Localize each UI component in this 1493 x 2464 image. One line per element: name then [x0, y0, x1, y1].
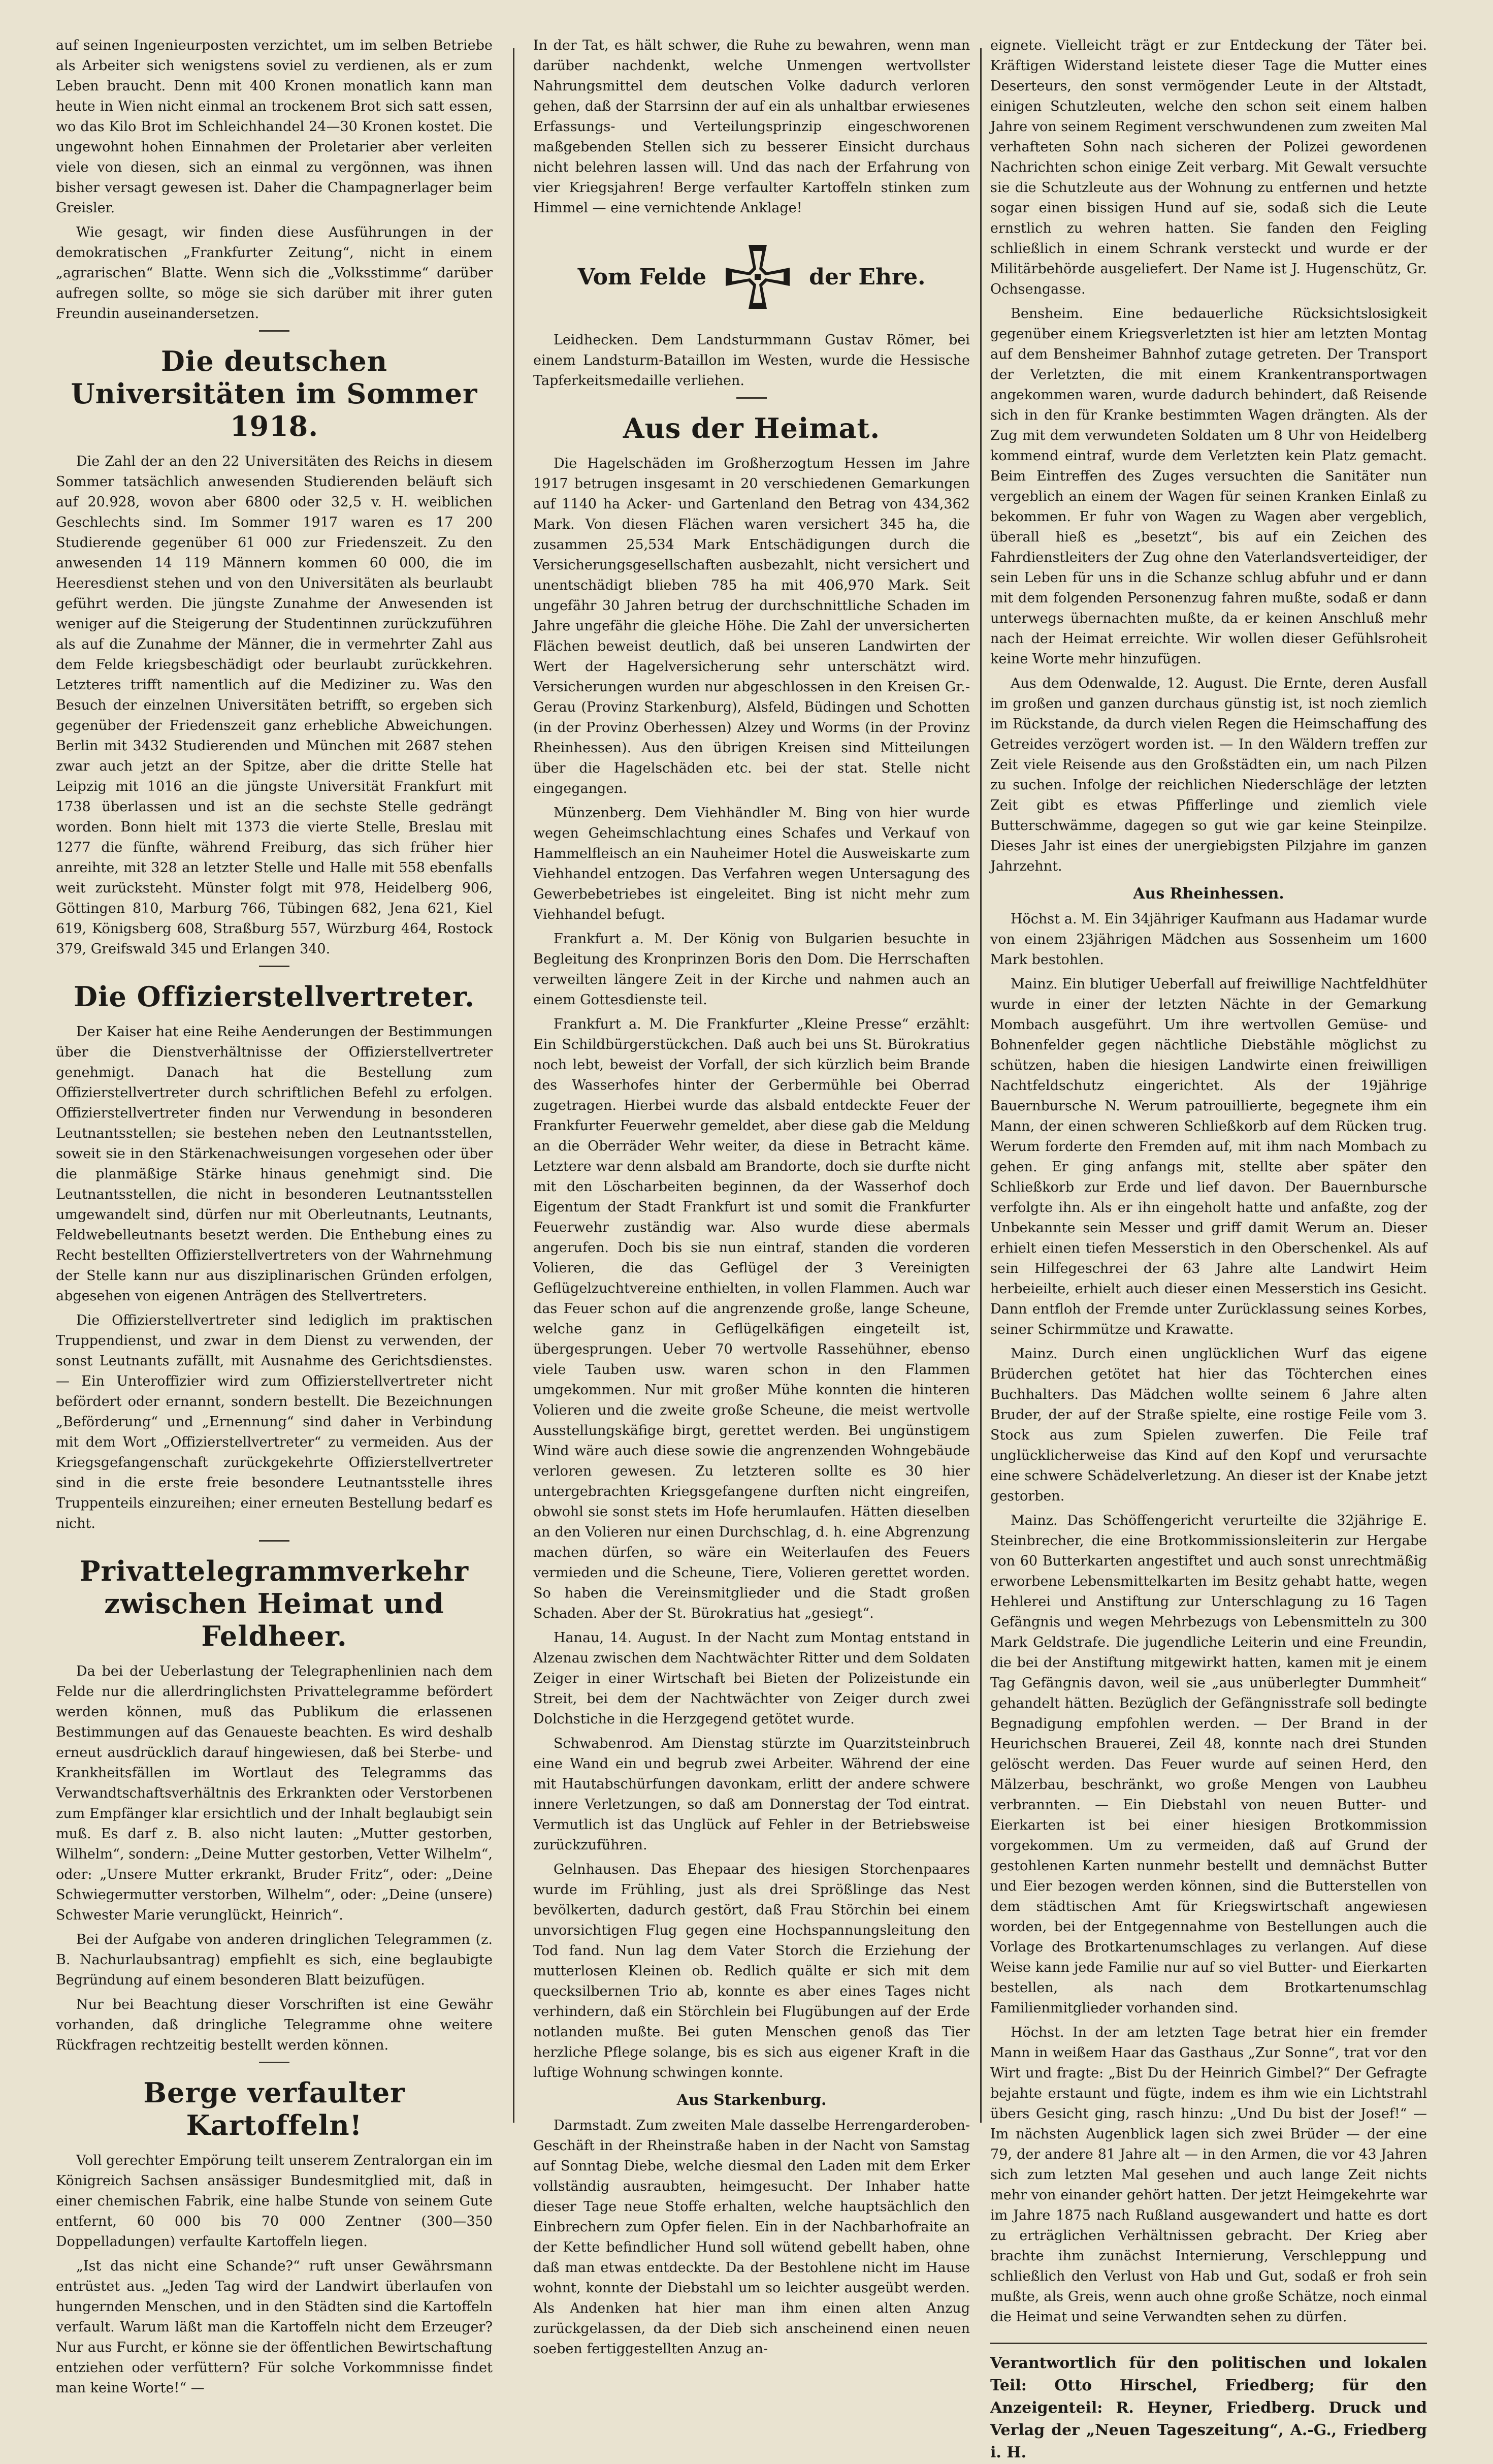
- imprint-text: Verantwortlich für den politischen und lokalen Teil: Otto Hirschel, Friedberg; für den Anzeigenteil: R. Heyner, Friedberg. Druck und Verlag der „Neuen Tageszeitung“, A.-G., Friedberg i. H.: [990, 2354, 1427, 2461]
- field-of-honor-heading: [533, 239, 970, 315]
- article-text: Nur bei Beachtung dieser Vorschriften ist eine Gewähr vorhanden, daß dringliche Telegramme ohne weitere Rückfragen rechtzeitig bestellt werden können.: [56, 1997, 493, 2053]
- article-text: Leidhecken. Dem Landsturmmann Gustav Römer, bei einem Landsturm-Bataillon im Westen, wurde die Hessische Tapferkeitsmedaille verliehen.: [533, 332, 970, 389]
- column-left: [56, 36, 493, 2396]
- article-text: Hanau, 14. August. In der Nacht zum Montag entstand in Alzenau zwischen dem Nachtwächter Ritter und dem Soldaten Zeiger in einer Wirtschaft bei Bieten der Polizeistunde ein Streit, bei dem der Nachtwächter von Zeiger durch zwei Dolchstiche in die Herzgegend getötet wurde.: [533, 1630, 970, 1727]
- column-right: [990, 36, 1427, 2461]
- article-text: eignete. Vielleicht trägt er zur Entdeckung der Täter bei. Kräftigen Widerstand leistete dieser Tage die Mutter eines Deserteurs, den sonst vermögender Leute in der Altstadt, einigen Schutzleuten, welche den schon seit einem halben Jahre von seinem Regiment verschwundenen zum zweiten Mal verhafteten Sohn nach sicheren der Polizei gewordenen Nachrichten schon einige Zeit verbarg. Mit Gewalt versuchte sie die Schutzleute aus der Wohnung zu entfernen und hetzte sogar einen bissigen Hund auf sie, sodaß sich die Leute ernstlich zu wehren hatten. Sie fanden den Feigling schließlich in einem Schrank versteckt und wurde er der Militärbehörde ausgeliefert. Der Name ist J. Hugenschütz, Gr. Ochsengasse.: [990, 38, 1427, 297]
- article-text: Aus dem Odenwalde, 12. August. Die Ernte, deren Ausfall im großen und ganzen durchaus günstig ist, ist noch ziemlich im Rückstande, da durch vielen Regen die Heimschaffung des Getreides verzögert worden ist. — In den Wäldern treffen zur Zeit viele Reisende aus den Großstädten ein, um nach Pilzen zu suchen. Infolge der reichlichen Niederschläge der letzten Zeit gibt es etwas Pfifferlinge und ziemlich viele Butterschwämme, dagegen so gut wie gar keine Steinpilze. Dieses Jahr ist eines der unergiebigsten Pilzjahre im ganzen Jahrzehnt.: [990, 676, 1427, 874]
- article-text: Bei der Aufgabe von anderen dringlichen Telegrammen (z. B. Nachurlaubsantrag) empfiehlt es sich, eine beglaubigte Begründung auf einem besonderen Blatt beizufügen.: [56, 1932, 493, 1988]
- article-text: Höchst a. M. Ein 34jähriger Kaufmann aus Hadamar wurde von einem 23jährigen Mädchen aus Sossenheim um 1600 Mark bestohlen.: [990, 911, 1427, 968]
- article-text: „Ist das nicht eine Schande?“ ruft unser Gewährsmann entrüstet aus. „Jeden Tag wird der Landwirt überlaufen von hungernden Menschen, und in den Städten sind die Kartoffeln verfault. Warum läßt man die Kartoffeln nicht dem Erzeuger? Nur aus Furcht, er könne sie der öffentlichen Bewirtschaftung entziehen oder verfüttern? Für solche Vorkommnisse findet man keine Worte!“ —: [56, 2258, 493, 2396]
- article-text: Höchst. In der am letzten Tage betrat hier ein fremder Mann in weißem Haar das Gasthaus „Zur Sonne“, trat vor den Wirt und fragte: „Bist Du der Heinrich Gimbel?“ Der Gefragte bejahte erstaunt und fügte, indem es ihm wie ein Lichtstrahl übers Gesicht ging, rasch hinzu: „Und Du bist der Josef!“ — Im nächsten Augenblick lagen sich zwei Brüder — der eine 79, der andere 81 Jahre alt — in den Armen, die vor 43 Jahren sich zum letzten Mal gesehen und auch lange Zeit nichts mehr von einander gehört hatten. Der jetzt Heimgekehrte war im Jahre 1875 nach Rußland ausgewandert und hatte es dort zu erträglichen Verhältnissen gebracht. Der Krieg aber brachte ihm zunächst Internierung, Verschleppung und schließlich den Verlust von Hab und Gut, sodaß er froh sein mußte, als Greis, wenn auch ohne große Schätze, noch einmal die Heimat und seine Verwandten sehen zu dürfen.: [990, 2025, 1427, 2325]
- article-text: Die Offizierstellvertreter sind lediglich im praktischen Truppendienst, und zwar in dem Dienst zu verwenden, der sonst Leutnants zufällt, mit Ausnahme des Gerichtsdienstes. — Ein Unteroffizier wird zum Offizierstellvertreter nicht befördert oder ernannt, sondern bestellt. Die Bezeichnungen „Beförderung“ und „Ernennung“ sind daher in Verbindung mit dem Wort „Offizierstellvertreter“ zu vermeiden. Aus der Kriegsgefangenschaft zurückgekehrte Offizierstellvertreter sind in die erste freie besondere Leutnantsstelle ihres Truppenteils einzureihen; einer erneuten Bestellung bedarf es nicht.: [56, 1313, 493, 1531]
- section-divider: [259, 2062, 289, 2063]
- article-text: Bensheim. Eine bedauerliche Rücksichtslosigkeit gegenüber einem Kriegsverletzten ist hier am letzten Montag auf dem Bensheimer Bahnhof zutage getreten. Der Transport der Verletzten, die mit einem Krankentransportwagen angekommen waren, wurde dadurch behindert, daß Reisende sich in den für Kranke bestimmten Wagen drängten. Als der Zug mit dem verwundeten Soldaten um 8 Uhr von Heidelberg kommend eintraf, wurde dem Verletzten kein Platz gemacht. Beim Eintreffen des Zuges versuchten die Sanitäter nun vergeblich an einem der Wagen für seinen Kranken Einlaß zu bekommen. Er fuhr von Wagen zu Wagen aber vergeblich, überall hieß es „besetzt“, bis auf ein Zeichen des Fahrdienstleiters der Zug ohne den Vaterlandsverteidiger, der sein Leben für uns in die Schanze schlug abfuhr und er dann mit dem folgenden Personenzug fahren mußte, sodaß er dann unterwegs übernachten mußte, da er keinen Anschluß mehr nach der Heimat erreichte. Wir wollen dieser Gefühlsroheit keine Worte mehr hinzufügen.: [990, 306, 1427, 667]
- headline-potatoes: Berge verfaulter Kartoffeln!: [143, 2076, 405, 2141]
- section-divider: [736, 397, 767, 399]
- headline-officers: Die Offizierstellvertreter.: [74, 980, 475, 1013]
- imprint: [990, 2343, 1427, 2464]
- headline-universities: Die deutschen Universitäten im Sommer 1918.: [71, 345, 478, 442]
- article-text: Die Hagelschäden im Großherzogtum Hessen im Jahre 1917 betrugen insgesamt in 20 verschiedenen Gemarkungen auf 1140 ha Acker- und Gartenland den Betrag von 434,362 Mark. Von diesen Flächen waren versichert 345 ha, die zusammen 25,534 Mark Entschädigungen durch die Versicherungsgesellschaften ausbezahlt, nicht versichert und unentschädigt blieben 785 ha mit 406,970 Mark. Seit ungefähr 30 Jahren betrug der durchschnittliche Schaden im Jahre ungefähr die gleiche Höhe. Die Zahl der unversicherten Flächen beweist deutlich, daß bei unseren Landwirten der Wert der Hagelversicherung sehr unterschätzt wird. Versicherungen wurden nur abgeschlossen in den Kreisen Gr.-Gerau (Provinz Starkenburg), Alsfeld, Büdingen und Schotten (in der Provinz Oberhessen) Alzey und Worms (in der Provinz Rheinhessen). Aus den übrigen Kreisen sind Mitteilungen über die Hagelschäden etc. bei der stat. Stelle nicht eingegangen.: [533, 456, 970, 796]
- article-text: auf seinen Ingenieurposten verzichtet, um im selben Betriebe als Arbeiter sich wenigstens soviel zu verdienen, als er zum Leben braucht. Denn mit 400 Kronen monatlich kann man heute in Wien nicht einmal an trockenem Brot sich satt essen, wo das Kilo Brot im Schleichhandel 24—30 Kronen kostet. Die ungewohnt hohen Einnahmen der Proletarier aber verleiten viele von diesen, sich an einmal zu vergönnen, was ihnen bisher versagt gewesen ist. Daher die Champagnerlager beim Greisler.: [56, 38, 493, 216]
- section-divider: [259, 330, 289, 332]
- section-divider: [259, 966, 289, 967]
- article-text: Mainz. Durch einen unglücklichen Wurf das eigene Brüderchen getötet hat hier das Töchterchen eines Buchhalters. Das Mädchen wollte seinem 6 Jahre alten Bruder, der auf der Straße spielte, eine rostige Feile vom 3. Stock aus zum Spielen zuwerfen. Die Feile traf unglücklicherweise das Kind auf den Kopf und verursachte eine schwere Schädelverletzung. An dieser ist der Knabe jetzt gestorben.: [990, 1346, 1427, 1504]
- article-text: In der Tat, es hält schwer, die Ruhe zu bewahren, wenn man darüber nachdenkt, welche Unmengen wertvollster Nahrungsmittel dem deutschen Volke dadurch verloren gehen, daß der Starrsinn der auf ein als unhaltbar erwiesenes Erfassungs- und Verteilungsprinzip eingeschworenen maßgebenden Stellen sich zu besserer Einsicht durchaus nicht belehren lassen will. Und das nach der Erfahrung von vier Kriegsjahren! Berge verfaulter Kartoffeln stinken zum Himmel — eine vernichtende Anklage!: [533, 38, 970, 216]
- article-text: Frankfurt a. M. Der König von Bulgarien besuchte in Begleitung des Kronprinzen Boris den Dom. Die Herrschaften verweilten längere Zeit in der Kirche und nahmen auch an einem Gottesdienste teil.: [533, 931, 970, 1008]
- article-text: Frankfurt a. M. Die Frankfurter „Kleine Presse“ erzählt: Ein Schildbürgerstückchen. Daß auch bei uns St. Bürokratius noch lebt, beweist der Vorfall, der sich kürzlich beim Brande des Wasserhofes hinter der Gerbermühle bei Oberrad zugetragen. Hierbei wurde das alsbald entdeckte Feuer der Frankfurter Feuerwehr gemeldet, aber diese gab die Meldung an die Oberräder Wehr weiter, da diese in Betracht käme. Letztere war denn alsbald am Brandorte, doch sie durfte nicht mit den Löscharbeiten beginnen, da der Wasserhof doch Eigentum der Stadt Frankfurt ist und somit die Frankfurter Feuerwehr zuständig war. Also wurde diese abermals angerufen. Doch bis sie nun eintraf, standen die vorderen Volieren, die das Geflügel der 3 Vereinigten Geflügelzuchtvereine enthielten, in vollen Flammen. Auch war das Feuer schon auf die angrenzende große, lange Scheune, welche ganz in Geflügelkäfigen eingeteilt ist, übergesprungen. Ueber 70 wertvolle Rassehühner, ebenso viele Tauben usw. waren schon in den Flammen umgekommen. Nur mit großer Mühe konnten die hinteren Volieren und die zweite große Scheune, die meist wertvolle Ausstellungskäfige birgt, gerettet werden. Bei ungünstigem Wind wäre auch diese sowie die angrenzenden Wohngebäude verloren gewesen. Zu letzteren sollte es 30 hier untergebrachten Kriegsgefangene durften nicht eingreifen, obwohl sie sonst stets im Hofe herumlaufen. Hätten dieselben an den Volieren nur einen Durchschlag, d. h. eine Abgrenzung machen dürfen, so wäre ein Weiterlaufen des Feuers vermieden und die Scheune, Tiere, Volieren gerettet worden. So haben die Vereinsmitglieder und die Stadt großen Schaden. Aber der St. Bürokratius hat „gesiegt“.: [533, 1016, 970, 1621]
- article-text: Voll gerechter Empörung teilt unserem Zentralorgan ein im Königreich Sachsen ansässiger Bundesmitglied mit, daß in einer chemischen Fabrik, eine halbe Stunde von seinem Gute entfernt, 60 000 bis 70 000 Zentner (300—350 Doppelladungen) verfaulte Kartoffeln liegen.: [56, 2153, 493, 2250]
- headline-home: Aus der Heimat.: [623, 412, 881, 444]
- column-rule: [513, 48, 514, 2123]
- article-text: Mainz. Das Schöffengericht verurteilte die 32jährige E. Steinbrecher, die eine Brotkommissionsleiterin zur Hergabe von 60 Butterkarten angestiftet und auch sonst unrechtmäßig erworbene Lebensmittelkarten im Besitz gehabt hatte, wegen Hehlerei und Anstiftung zur Unterschlagung zu 16 Tagen Gefängnis und wegen Mehrbezugs von Lebensmitteln zu 300 Mark Geldstrafe. Die jugendliche Leiterin und eine Freundin, die bei der Anstiftung mitgewirkt hatten, kamen mit je einem Tag Gefängnis davon, weil sie „aus unüberlegter Dummheit“ gehandelt hätten. Bezüglich der Gefängnisstrafe soll bedingte Begnadigung empfohlen werden. — Der Brand in der Heurichschen Brauerei, Zeil 48, konnte nach drei Stunden gelöscht werden. Das Feuer wurde auf seinen Herd, den Mälzerbau, beschränkt, wo große Mengen von Laubheu verbrannten. — Ein Diebstahl von neuen Butter- und Eierkarten ist bei einer hiesigen Brotkommission vorgekommen. Um zu vermeiden, daß auf Grund der gestohlenen Karten nunmehr bestellt und demnächst Butter und Eier bezogen werden können, sind die Butterstellen von dem städtischen Amt für Kriegswirtschaft angewiesen worden, bei der Entgegennahme von Bestellungen auch die Vorlage des Brotkartenumschlages zu verlangen. Auf diese Weise kann jede Familie nur auf so viel Butter- und Eierkarten bestellen, als nach dem Brotkartenumschlag Familienmitglieder vorhanden sind.: [990, 1513, 1427, 2016]
- article-text: Münzenberg. Dem Viehhändler M. Bing von hier wurde wegen Geheimschlachtung eines Schafes und Verkauf von Hammelfleisch an ein Nauheimer Hotel die Ausweiskarte zum Viehhandel entzogen. Das Verfahren wegen Untersagung des Gewerbebetriebes ist eingeleitet. Bing ist nicht mehr zum Viehhandel befugt.: [533, 805, 970, 922]
- headline-telegrams: Privattelegrammverkehr zwischen Heimat und Feldheer.: [79, 1555, 469, 1652]
- honor-right-text: der Ehre.: [809, 264, 926, 290]
- subheading-rheinhessen: Aus Rheinhessen.: [1133, 885, 1284, 903]
- section-divider: [259, 1540, 289, 1542]
- article-text: Mainz. Ein blutiger Ueberfall auf freiwillige Nachtfeldhüter wurde in einer der letzten Nächte in der Gemarkung Mombach ausgeführt. Um ihre wertvollen Gemüse- und Bohnenfelder gegen nächtliche Diebstähle möglichst zu schützen, haben die hiesigen Landwirte einen freiwilligen Nachtfeldschutz eingerichtet. Als der 19jährige Bauernbursche N. Werum patrouillierte, begegnete ihm ein Mann, der einen schweren Schließkorb auf dem Rücken trug. Werum forderte den Fremden auf, mit ihm nach Mombach zu gehen. Er ging anfangs mit, stellte aber später den Schließkorb zur Erde und lief davon. Der Bauernbursche verfolgte ihn. Als er ihn eingeholt hatte und anfaßte, zog der Unbekannte sein Messer und griff damit Werum an. Dieser erhielt einen tiefen Messerstich in den Oberschenkel. Als auf sein Hilfegeschrei der 63 Jahre alte Landwirt Heim herbeieilte, erhielt auch dieser einen Messerstich ins Gesicht. Dann entfloh der Fremde unter Zurücklassung seines Korbes, seiner Schirmmütze und Krawatte.: [990, 976, 1427, 1337]
- article-text: Der Kaiser hat eine Reihe Aenderungen der Bestimmungen über die Dienstverhältnisse der Offizierstellvertreter genehmigt. Danach hat die Bestellung zum Offizierstellvertreter durch schriftlichen Befehl zu erfolgen. Offizierstellvertreter finden nur Verwendung in besonderen Leutnantsstellen; sie bestehen neben den Leutnantsstellen, soweit sie in den Stärkenachweisungen vorgesehen oder über die planmäßige Stärke hinaus genehmigt sind. Die Leutnantsstellen, die nicht in besonderen Leutnantsstellen umgewandelt sind, dürfen nur mit Oberleutnants, Leutnants, Feldwebelleutnants besetzt werden. Die Enthebung eines zu Recht bestellten Offizierstellvertreters von der Wahrnehmung der Stelle kann nur aus disziplinarischen Gründen erfolgen, abgesehen von eigenen Anträgen des Stellvertreters.: [56, 1024, 493, 1304]
- article-text: Darmstadt. Zum zweiten Male dasselbe Herrengarderoben-Geschäft in der Rheinstraße haben in der Nacht von Samstag auf Sonntag Diebe, welche diesmal den Laden mit dem Erker vollständig ausraubten, heimgesucht. Der Inhaber hatte dieser Tage neue Stoffe erhalten, welche hauptsächlich den Einbrechern zum Opfer fielen. Ein in der Nachbarhofraite an der Kette befindlicher Hund soll wütend gebellt haben, ohne daß man etwas entdeckte. Da der Bestohlene nicht im Hause wohnt, konnte der Diebstahl um so leichter ausgeübt werden. Als Andenken hat hier man ihm einen alten Anzug zurückgelassen, da der Dieb sich anscheinend einen neuen soeben fertiggestellten Anzug an-: [533, 2118, 970, 2357]
- article-text: Die Zahl der an den 22 Universitäten des Reichs in diesem Sommer tatsächlich anwesenden Studierenden beläuft sich auf 20.928, wovon aber 6800 oder 32,5 v. H. weiblichen Geschlechts sind. Im Sommer 1917 waren es 17 200 Studierende gegenüber 61 000 zur Friedenszeit. Zu den anwesenden 14 119 Männern kommen 60 000, die im Heeresdienst stehen und von den Universitäten als beurlaubt geführt werden. Die jüngste Zunahme der Anwesenden ist weniger auf die Steigerung der Studentinnen zurückzuführen als auf die Zunahme der Männer, die in vermehrter Zahl aus dem Felde kriegsbeschädigt oder beurlaubt zurückkehren. Letzteres trifft namentlich auf die Mediziner zu. Was den Besuch der einzelnen Universitäten betrifft, so ergeben sich gegenüber der Friedenszeit ganz erhebliche Abweichungen. Berlin mit 3432 Studierenden und München mit 2687 stehen zwar auch jetzt an der Spitze, aber die dritte Stelle hat Leipzig mit 1016 an die jüngste Universität Frankfurt mit 1738 überlassen und ist an die sechste Stelle gedrängt worden. Bonn hielt mit 1373 die vierte Stelle, Breslau mit 1277 die fünfte, während Freiburg, das sich früher hier anreihte, mit 328 an letzter Stelle und Halle mit 558 ebenfalls weit zurücksteht. Münster folgt mit 978, Heidelberg 906, Göttingen 810, Marburg 766, Tübingen 682, Jena 621, Kiel 619, Königsberg 608, Straßburg 557, Würzburg 464, Rostock 379, Greifswald 345 und Erlangen 340.: [56, 454, 493, 957]
- honor-left-text: Vom Felde: [577, 264, 707, 290]
- column-rule: [980, 48, 982, 2123]
- article-text: Gelnhausen. Das Ehepaar des hiesigen Storchenpaares wurde im Frühling, just als drei Sprößlinge das Nest bevölkerten, dadurch gestört, daß Frau Störchin bei einem unvorsichtigen Flug gegen eine Hochspannungsleitung den Tod fand. Nun lag dem Vater Storch die Erziehung der mutterlosen Kleinen ob. Redlich quälte er sich mit dem quecksilbernen Trio ab, konnte es aber eines Tages nicht verhindern, daß ein Störchlein bei Flugübungen auf der Erde notlanden mußte. Bei guten Menschen genoß das Tier herzliche Pflege solange, bis es sich aus eigener Kraft in die luftige Wohnung schwingen konnte.: [533, 1862, 970, 2081]
- subheading-starkenburg: Aus Starkenburg.: [676, 2091, 827, 2109]
- iron-cross-icon: [720, 239, 796, 315]
- article-text: Wie gesagt, wir finden diese Ausführungen in der demokratischen „Frankfurter Zeitung“, nicht in einem „agrarischen“ Blatte. Wenn sich die „Volksstimme“ darüber aufregen sollte, so möge sie sich darüber mit ihrer guten Freundin auseinandersetzen.: [56, 225, 493, 322]
- article-text: Schwabenrod. Am Dienstag stürzte im Quarzitsteinbruch eine Wand ein und begrub zwei Arbeiter. Während der eine mit Hautabschürfungen davonkam, erlitt der andere schwere innere Verletzungen, so daß am Donnerstag der Tod eintrat. Vermutlich ist das Unglück auf Fehler in der Betriebsweise zurückzuführen.: [533, 1736, 970, 1853]
- column-middle: [533, 36, 970, 2357]
- article-text: Da bei der Ueberlastung der Telegraphenlinien nach dem Felde nur die allerdringlichsten Privattelegramme befördert werden können, muß das Publikum die erlassenen Bestimmungen auf das Genaueste beachten. Es wird deshalb erneut ausdrücklich darauf hingewiesen, daß bei Sterbe- und Krankheitsfällen im Wortlaut des Telegramms das Verwandtschaftsverhältnis des Erkrankten oder Verstorbenen zum Empfänger klar ersichtlich und der Inhalt beglaubigt sein muß. Es darf z. B. also nicht lauten: „Mutter gestorben, Wilhelm“, sondern: „Deine Mutter gestorben, Vetter Wilhelm“, oder: „Unsere Mutter erkrankt, Bruder Fritz“, oder: „Deine Schwiegermutter verstorben, Wilhelm“, oder: „Deine (unsere) Schwester Marie verunglückt, Heinrich“.: [56, 1663, 493, 1923]
